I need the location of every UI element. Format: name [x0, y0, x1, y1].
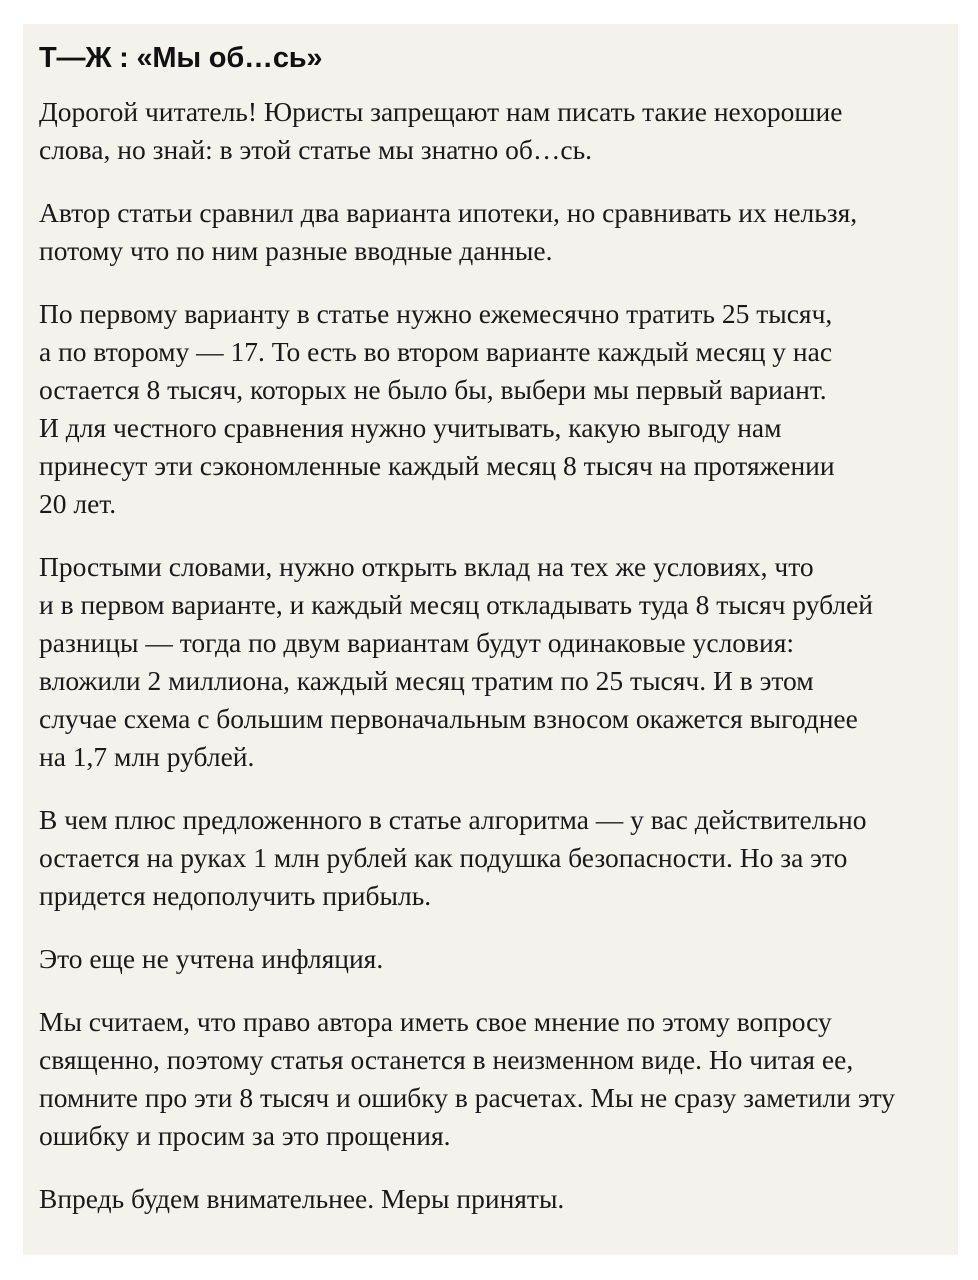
- paragraph-line: ошибку и просим за это прощения.: [39, 1120, 451, 1151]
- editorial-note-card: [23, 24, 958, 1255]
- note-paragraph-6: [39, 940, 942, 978]
- note-paragraph-5: [39, 801, 942, 915]
- paragraph-line: Впредь будем внимательнее. Меры приняты.: [39, 1183, 565, 1214]
- note-paragraph-2: [39, 194, 942, 270]
- paragraph-line: принесут эти сэкономленные каждый месяц 8 тысяч на протяжении: [39, 450, 835, 481]
- paragraph-line: Мы считаем, что право автора иметь свое мнение по этому вопросу: [39, 1006, 832, 1037]
- paragraph-line: Это еще не учтена инфляция.: [39, 943, 384, 974]
- paragraph-line: И для честного сравнения нужно учитывать, какую выгоду нам: [39, 412, 782, 443]
- paragraph-line: остается 8 тысяч, которых не было бы, выбери мы первый вариант.: [39, 374, 827, 405]
- paragraph-line: Дорогой читатель! Юристы запрещают нам писать такие нехорошие: [39, 96, 843, 127]
- note-paragraph-4: [39, 548, 942, 776]
- note-paragraph-8: [39, 1180, 942, 1218]
- paragraph-line: вложили 2 миллиона, каждый месяц тратим по 25 тысяч. И в этом: [39, 665, 814, 696]
- paragraph-line: Простыми словами, нужно открыть вклад на тех же условиях, что: [39, 551, 814, 582]
- paragraph-line: придется недополучить прибыль.: [39, 880, 432, 911]
- note-paragraph-3: [39, 295, 942, 523]
- note-paragraph-7: [39, 1003, 942, 1155]
- paragraph-line: помните про эти 8 тысяч и ошибку в расчетах. Мы не сразу заметили эту: [39, 1082, 896, 1113]
- note-paragraph-1: [39, 93, 942, 169]
- paragraph-line: потому что по ним разные вводные данные.: [39, 235, 553, 266]
- paragraph-line: и в первом варианте, и каждый месяц откладывать туда 8 тысяч рублей: [39, 589, 874, 620]
- paragraph-line: на 1,7 млн рублей.: [39, 741, 255, 772]
- note-title: Т—Ж : «Мы об…сь»: [39, 42, 323, 74]
- paragraph-line: Автор статьи сравнил два варианта ипотеки, но сравнивать их нельзя,: [39, 197, 858, 228]
- paragraph-line: остается на руках 1 млн рублей как подушка безопасности. Но за это: [39, 842, 848, 873]
- paragraph-line: а по второму — 17. То есть во втором варианте каждый месяц у нас: [39, 336, 833, 367]
- paragraph-line: В чем плюс предложенного в статье алгоритма — у вас действительно: [39, 804, 867, 835]
- paragraph-line: По первому варианту в статье нужно ежемесячно тратить 25 тысяч,: [39, 298, 833, 329]
- paragraph-line: 20 лет.: [39, 488, 117, 519]
- paragraph-line: слова, но знай: в этой статье мы знатно об…сь.: [39, 134, 593, 165]
- paragraph-line: священно, поэтому статья останется в неизменном виде. Но читая ее,: [39, 1044, 854, 1075]
- paragraph-line: случае схема с большим первоначальным взносом окажется выгоднее: [39, 703, 858, 734]
- paragraph-line: разницы — тогда по двум вариантам будут одинаковые условия:: [39, 627, 795, 658]
